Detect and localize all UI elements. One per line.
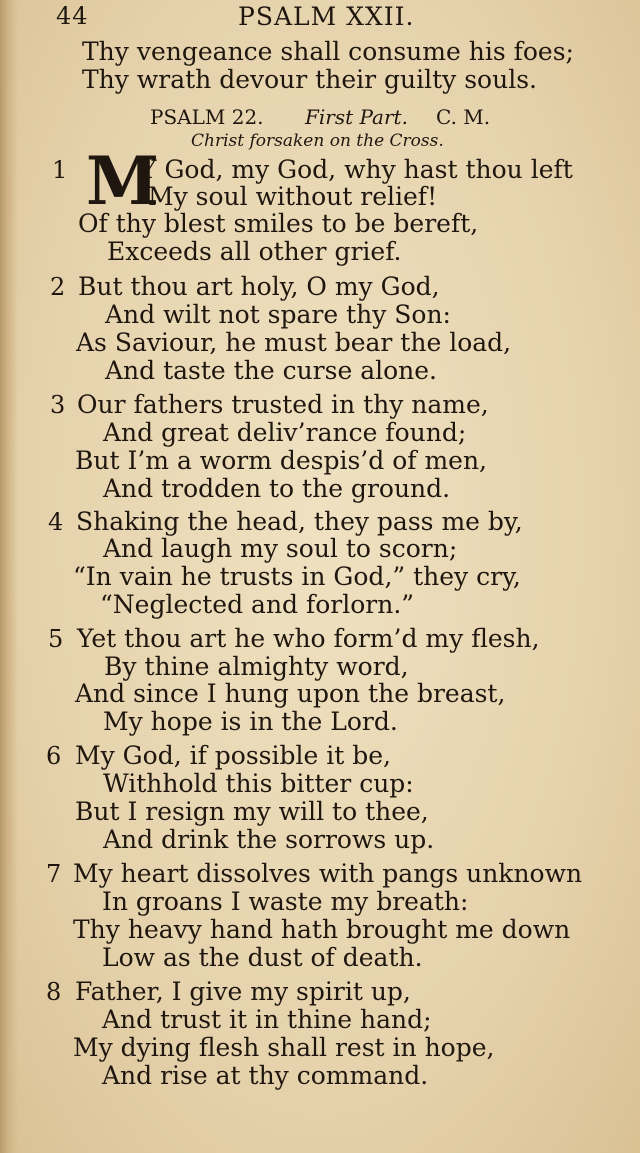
verse-line: Of thy blest smiles to be bereft, [78, 209, 479, 238]
verse-number: 7 [46, 860, 62, 888]
verse-line: And wilt not spare thy Son: [105, 300, 451, 329]
closing-line: Thy vengeance shall consume his foes; [82, 37, 574, 66]
verse-line: In groans I waste my breath: [102, 887, 469, 916]
psalm-part [305, 105, 408, 129]
verse-line: But thou art holy, O my God, [78, 272, 440, 301]
verse-number: 2 [50, 273, 66, 301]
verse-number: 8 [46, 978, 62, 1006]
psalm-meter: C. M. [436, 105, 491, 129]
verse-line: “Neglected and forlorn.” [100, 590, 415, 619]
verse-line: My dying flesh shall rest in hope, [73, 1033, 495, 1062]
verse-line: Withhold this bitter cup: [103, 769, 414, 798]
verse-line: And rise at thy command. [102, 1061, 429, 1090]
verse-line: My hope is in the Lord. [103, 707, 398, 736]
verse-line: Thy heavy hand hath brought me down [73, 915, 571, 944]
verse-line: “In vain he trusts in God,” they cry, [73, 562, 521, 591]
verse-line: And since I hung upon the breast, [75, 679, 506, 708]
verse-line: And trodden to the ground. [103, 474, 451, 503]
verse-line: But I’m a worm despis’d of men, [75, 446, 487, 475]
verse-line: My heart dissolves with pangs unknown [73, 859, 583, 888]
drop-cap: M [86, 142, 160, 220]
verse-line: As Saviour, he must bear the load, [76, 328, 512, 357]
verse-line: Low as the dust of death. [102, 943, 423, 972]
verse-number: 4 [48, 508, 64, 536]
running-head: PSALM XXII. [238, 2, 415, 31]
verse-line: Y God, my God, why hast thou left [140, 155, 573, 184]
verse-line: And drink the sorrows up. [103, 825, 435, 854]
verse-line: Exceeds all other grief. [107, 237, 402, 266]
verse-line: And great deliv’rance found; [103, 418, 467, 447]
closing-line: Thy wrath devour their guilty souls. [82, 65, 537, 94]
page-edge-shadow [0, 0, 18, 1153]
verse-number: 5 [48, 625, 64, 653]
verse-line: And taste the curse alone. [105, 356, 437, 385]
verse-line: And trust it in thine hand; [102, 1005, 432, 1034]
verse-line: By thine almighty word, [104, 652, 409, 681]
verse-line: But I resign my will to thee, [75, 797, 429, 826]
page-header [0, 2, 640, 32]
psalm-title: PSALM 22. [150, 105, 264, 129]
verse-line: My soul without relief! [148, 182, 438, 211]
psalm-subtitle: Christ forsaken on the Cross. [191, 131, 444, 151]
verse-line: Father, I give my spirit up, [75, 977, 411, 1006]
psalm-part-text: First Part. [305, 105, 408, 129]
verse-number: 3 [50, 391, 66, 419]
verse-line: And laugh my soul to scorn; [103, 534, 458, 563]
verse-line: Shaking the head, they pass me by, [76, 507, 523, 536]
verse-number: 1 [52, 156, 68, 184]
verse-line: Yet thou art he who form’d my flesh, [77, 624, 540, 653]
verse-number: 6 [46, 742, 62, 770]
verse-line: Our fathers trusted in thy name, [77, 390, 489, 419]
verse-line: My God, if possible it be, [75, 741, 391, 770]
page-number: 44 [56, 2, 89, 30]
